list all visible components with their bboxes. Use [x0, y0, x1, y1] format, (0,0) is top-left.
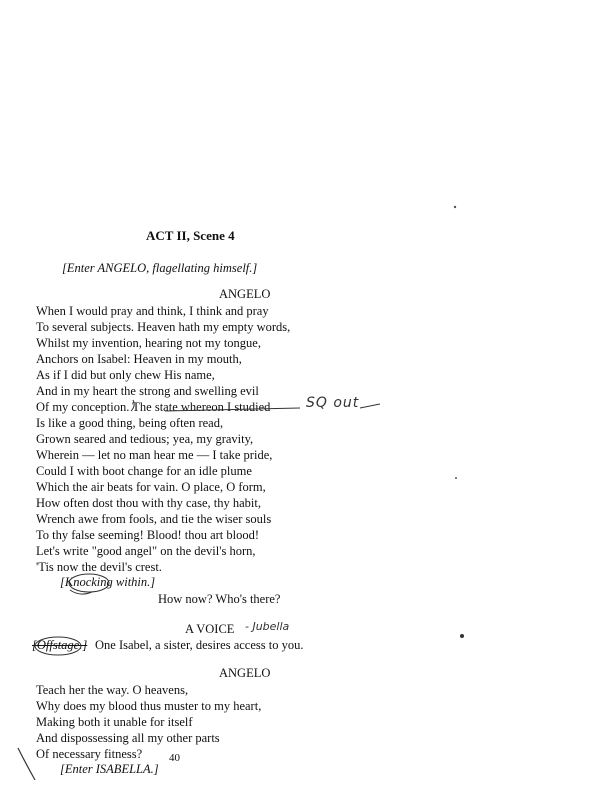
speech-line: Anchors on Isabel: Heaven in my mouth,	[36, 352, 242, 366]
speech-line: Could I with boot change for an idle plume	[36, 464, 252, 478]
scene-title: ACT II, Scene 4	[146, 228, 235, 243]
ink-dot	[454, 206, 456, 208]
ink-dot	[460, 634, 464, 638]
speech-line: Wherein — let no man hear me — I take pride,	[36, 448, 273, 462]
speech-line: When I would pray and think, I think and pray	[36, 304, 269, 318]
speech-line: As if I did but only chew His name,	[36, 368, 215, 382]
speech-line: Which the air beats for vain. O place, O form,	[36, 480, 266, 494]
speech-line: And dispossessing all my other parts	[36, 731, 220, 745]
stage-direction-offstage: [Offstage.]	[32, 638, 88, 652]
handwritten-voice-note: - Jubella	[245, 620, 290, 633]
speech-line: To thy false seeming! Blood! thou art blood!	[36, 528, 260, 542]
speech-line: To several subjects. Heaven hath my empty words,	[36, 320, 291, 334]
dash-mark	[360, 404, 380, 408]
page-number: 40	[169, 752, 180, 764]
speech-line: How often dost thou with thy case, thy habit,	[36, 496, 261, 510]
stage-direction-enter-isabella: [Enter ISABELLA.]	[60, 762, 159, 776]
speech-line: Making both it unable for itself	[36, 715, 193, 729]
handwritten-margin-note: SQ out	[306, 395, 360, 411]
speaker-angelo: ANGELO	[219, 287, 271, 301]
stage-direction-enter: [Enter ANGELO, flagellating himself.]	[62, 261, 258, 275]
voice-line: One Isabel, a sister, desires access to you.	[95, 638, 304, 652]
stage-direction-knocking: [Knocking within.]	[60, 575, 156, 589]
curve-mark	[70, 590, 92, 594]
speech-line: Teach her the way. O heavens,	[36, 683, 189, 697]
speech-line: Let's write "good angel" on the devil's horn,	[36, 544, 256, 558]
ink-dot	[455, 477, 457, 479]
speech-line-bracketed: Of my conception. The state whereon I studied	[36, 400, 271, 414]
speaker-angelo: ANGELO	[219, 666, 271, 680]
speech-line: Of necessary fitness?	[36, 747, 143, 761]
speech-line: 'Tis now the devil's crest.	[36, 560, 162, 574]
margin-stroke-mark	[18, 748, 35, 780]
speech-line: Why does my blood thus muster to my heart,	[36, 699, 262, 713]
speaker-voice: A VOICE	[185, 622, 235, 636]
speech-line: Wrench awe from fools, and tie the wiser souls	[36, 512, 272, 526]
speech-line: Is like a good thing, being often read,	[36, 416, 224, 430]
speech-line: Whilst my invention, hearing not my tongue,	[36, 336, 261, 350]
speech-line: Grown seared and tedious; yea, my gravity,	[36, 432, 254, 446]
speech-line-how-now: How now? Who's there?	[158, 592, 281, 606]
speech-line: And in my heart the strong and swelling evil	[36, 384, 259, 398]
